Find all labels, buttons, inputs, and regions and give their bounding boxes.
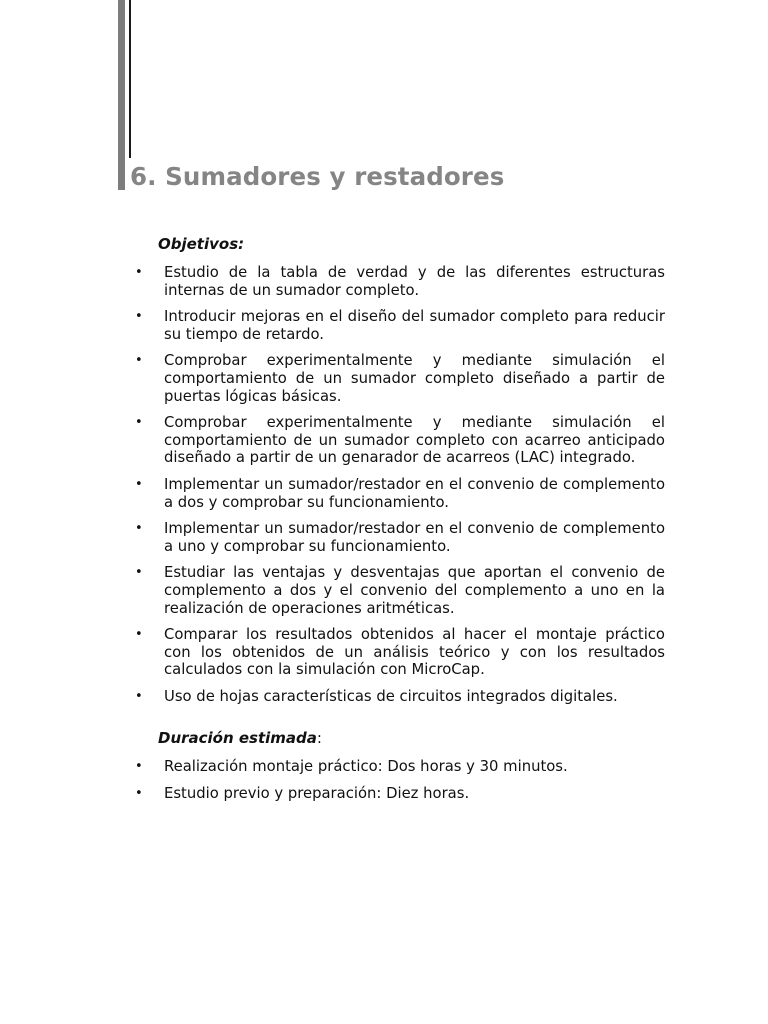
duracion-heading-text: Duración estimada — [158, 729, 317, 748]
objetivos-list — [0, 264, 768, 705]
bullet-icon: • — [135, 565, 143, 581]
bullet-icon: • — [135, 353, 143, 369]
list-item — [0, 564, 665, 617]
list-item-text: Estudio previo y preparación: Diez horas. — [164, 785, 470, 803]
list-item-text: Realización montaje práctico: Dos horas y 30 minutos. — [164, 758, 568, 776]
bullet-icon: • — [135, 786, 143, 802]
list-item — [0, 308, 665, 343]
list-item — [0, 476, 665, 511]
list-item — [0, 264, 665, 299]
duracion-heading-suffix: : — [316, 729, 322, 748]
duracion-heading — [158, 727, 768, 749]
section-gap — [0, 714, 768, 727]
bullet-icon: • — [135, 521, 143, 537]
objetivos-heading — [158, 233, 768, 255]
duracion-list — [0, 758, 768, 802]
list-item-text: Uso de hojas características de circuitos integrados digitales. — [164, 687, 618, 705]
bullet-icon: • — [135, 309, 143, 325]
list-item — [0, 414, 665, 467]
objetivos-heading-suffix: : — [238, 235, 245, 253]
bullet-icon: • — [135, 627, 143, 643]
bullet-icon: • — [135, 759, 143, 775]
bullet-icon: • — [135, 476, 143, 492]
chapter-title: 6. Sumadores y restadores — [130, 162, 505, 191]
list-item — [0, 758, 665, 776]
list-item — [0, 688, 665, 706]
chapter-margin-bar-thick — [118, 0, 125, 190]
list-item-text: Introducir mejoras en el diseño del sumador completo para reducir su tiempo de retardo. — [164, 308, 665, 343]
list-item-text: Comprobar experimentalmente y mediante simulación el comportamiento de un sumador completo con acarreo anticipado diseñado a partir de un genarador de acarreos (LAC) integrado. — [164, 414, 665, 467]
bullet-icon: • — [135, 415, 143, 431]
list-item — [0, 352, 665, 405]
list-item-text: Implementar un sumador/restador en el convenio de complemento a uno y comprobar su funcionamiento. — [164, 520, 665, 555]
list-item — [0, 785, 665, 803]
objetivos-heading-text: Objetivos — [158, 235, 239, 253]
list-item-text: Comparar los resultados obtenidos al hacer el montaje práctico con los obtenidos de un análisis teórico y con los resultados calculados con la simulación con MicroCap. — [164, 626, 665, 679]
list-item — [0, 520, 665, 555]
chapter-content — [0, 233, 768, 812]
chapter-margin-bar-thin — [129, 0, 131, 158]
list-item-text: Estudiar las ventajas y desventajas que aportan el convenio de complemento a dos y el convenio del complemento a uno en la realización de operaciones aritméticas. — [164, 564, 665, 617]
list-item-text: Estudio de la tabla de verdad y de las diferentes estructuras internas de un sumador completo. — [164, 264, 665, 299]
list-item-text: Implementar un sumador/restador en el convenio de complemento a dos y comprobar su funcionamiento. — [164, 475, 665, 511]
bullet-icon: • — [135, 688, 143, 704]
bullet-icon: • — [135, 265, 143, 280]
list-item-text: Comprobar experimentalmente y mediante simulación el comportamiento de un sumador completo diseñado a partir de puertas lógicas básicas. — [164, 352, 665, 405]
list-item — [0, 626, 665, 679]
